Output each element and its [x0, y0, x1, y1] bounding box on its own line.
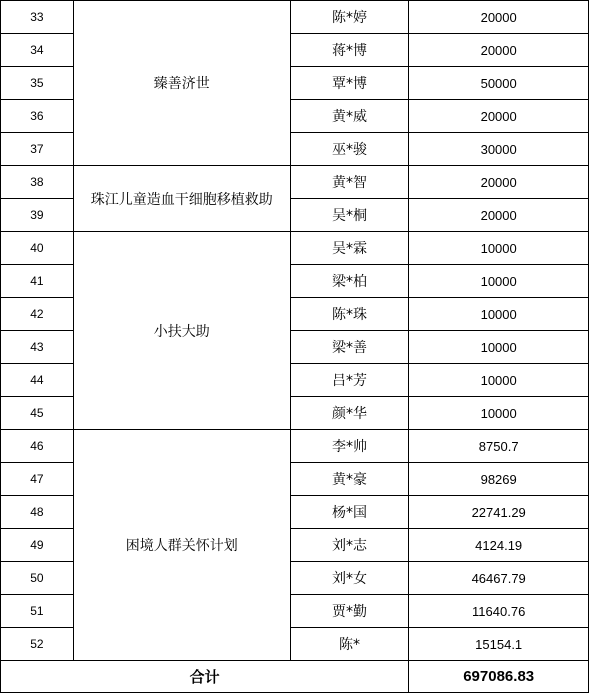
row-number: 52	[1, 628, 74, 661]
recipient-name: 陈*婷	[290, 1, 409, 34]
amount: 10000	[409, 364, 589, 397]
row-number: 51	[1, 595, 74, 628]
amount: 10000	[409, 331, 589, 364]
recipient-name: 李*帅	[290, 430, 409, 463]
row-number: 49	[1, 529, 74, 562]
total-row	[1, 661, 589, 693]
amount: 20000	[409, 1, 589, 34]
table-row	[1, 430, 589, 463]
recipient-name: 巫*骏	[290, 133, 409, 166]
recipient-name: 陈*	[290, 628, 409, 661]
amount: 20000	[409, 100, 589, 133]
recipient-name: 刘*志	[290, 529, 409, 562]
row-number: 46	[1, 430, 74, 463]
row-number: 44	[1, 364, 74, 397]
recipient-name: 杨*国	[290, 496, 409, 529]
amount: 4124.19	[409, 529, 589, 562]
row-number: 41	[1, 265, 74, 298]
total-amount: 697086.83	[409, 661, 589, 693]
recipient-name: 颜*华	[290, 397, 409, 430]
row-number: 33	[1, 1, 74, 34]
row-number: 35	[1, 67, 74, 100]
project-name: 臻善济世	[73, 1, 290, 166]
amount: 20000	[409, 199, 589, 232]
row-number: 50	[1, 562, 74, 595]
recipient-name: 梁*善	[290, 331, 409, 364]
row-number: 36	[1, 100, 74, 133]
amount: 11640.76	[409, 595, 589, 628]
row-number: 48	[1, 496, 74, 529]
project-name: 小扶大助	[73, 232, 290, 430]
total-label: 合计	[1, 661, 409, 693]
amount: 20000	[409, 166, 589, 199]
amount: 10000	[409, 298, 589, 331]
amount: 20000	[409, 34, 589, 67]
row-number: 38	[1, 166, 74, 199]
row-number: 40	[1, 232, 74, 265]
recipient-name: 吕*芳	[290, 364, 409, 397]
row-number: 34	[1, 34, 74, 67]
recipient-name: 蒋*博	[290, 34, 409, 67]
amount: 22741.29	[409, 496, 589, 529]
project-name: 困境人群关怀计划	[73, 430, 290, 661]
recipient-name: 黄*智	[290, 166, 409, 199]
recipient-name: 黄*威	[290, 100, 409, 133]
amount: 8750.7	[409, 430, 589, 463]
recipient-name: 梁*柏	[290, 265, 409, 298]
recipient-name: 覃*博	[290, 67, 409, 100]
recipient-name: 陈*珠	[290, 298, 409, 331]
amount: 50000	[409, 67, 589, 100]
recipient-name: 刘*女	[290, 562, 409, 595]
row-number: 42	[1, 298, 74, 331]
amount: 10000	[409, 397, 589, 430]
table-row	[1, 1, 589, 34]
row-number: 43	[1, 331, 74, 364]
amount: 98269	[409, 463, 589, 496]
table-row	[1, 166, 589, 199]
row-number: 45	[1, 397, 74, 430]
row-number: 37	[1, 133, 74, 166]
recipient-name: 吴*桐	[290, 199, 409, 232]
amount: 46467.79	[409, 562, 589, 595]
amount: 10000	[409, 265, 589, 298]
recipient-name: 贾*勤	[290, 595, 409, 628]
project-name: 珠江儿童造血干细胞移植救助	[73, 166, 290, 232]
table-row	[1, 232, 589, 265]
recipient-name: 黄*豪	[290, 463, 409, 496]
amount: 10000	[409, 232, 589, 265]
row-number: 39	[1, 199, 74, 232]
row-number: 47	[1, 463, 74, 496]
recipient-name: 吴*霖	[290, 232, 409, 265]
amount: 15154.1	[409, 628, 589, 661]
amount: 30000	[409, 133, 589, 166]
